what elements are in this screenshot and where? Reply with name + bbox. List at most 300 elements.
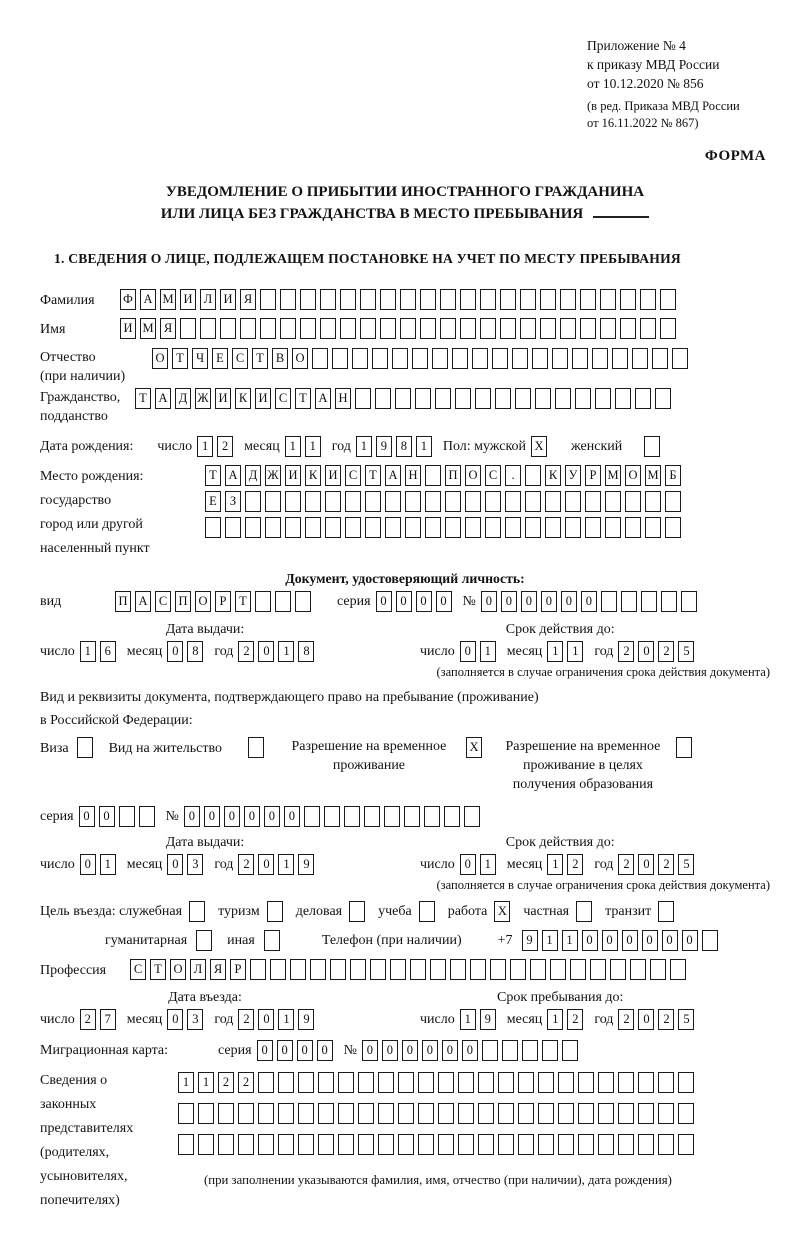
form-cell[interactable] [398,1134,414,1155]
form-cell[interactable]: И [325,465,341,486]
form-cell[interactable] [555,388,571,409]
form-cell[interactable]: Л [190,959,206,980]
form-cell[interactable] [455,388,471,409]
form-cell[interactable]: 0 [167,1009,183,1030]
form-cell[interactable] [405,517,421,538]
form-cell[interactable] [540,318,556,339]
form-cell[interactable] [635,388,651,409]
form-cell[interactable]: Н [405,465,421,486]
form-cell[interactable] [560,289,576,310]
form-cell[interactable] [478,1072,494,1093]
form-cell[interactable] [385,491,401,512]
form-cell[interactable] [324,806,340,827]
form-cell[interactable] [290,959,306,980]
form-cell[interactable] [198,1134,214,1155]
form-cell[interactable] [419,901,435,922]
form-cell[interactable]: 2 [658,641,674,662]
form-cell[interactable]: 0 [442,1040,458,1061]
form-cell[interactable]: 1 [480,854,496,875]
form-cell[interactable]: 0 [362,1040,378,1061]
form-cell[interactable] [265,517,281,538]
form-cell[interactable]: 0 [184,806,200,827]
form-cell[interactable] [238,1134,254,1155]
form-cell[interactable] [452,348,468,369]
form-cell[interactable] [661,591,677,612]
form-cell[interactable] [540,289,556,310]
form-cell[interactable] [585,491,601,512]
form-cell[interactable] [178,1103,194,1124]
form-cell[interactable]: 2 [238,854,254,875]
form-cell[interactable] [432,348,448,369]
form-cell[interactable] [598,1103,614,1124]
form-cell[interactable]: 0 [297,1040,313,1061]
form-cell[interactable] [218,1134,234,1155]
form-cell[interactable] [278,1072,294,1093]
form-cell[interactable] [248,737,264,758]
form-cell[interactable] [638,1103,654,1124]
form-cell[interactable]: 0 [436,591,452,612]
form-cell[interactable]: М [160,289,176,310]
form-cell[interactable] [370,959,386,980]
form-cell[interactable] [552,348,568,369]
form-cell[interactable] [198,1103,214,1124]
form-cell[interactable]: А [155,388,171,409]
form-cell[interactable] [482,1040,498,1061]
form-cell[interactable]: 1 [285,436,301,457]
form-cell[interactable]: В [272,348,288,369]
form-cell[interactable] [650,959,666,980]
form-cell[interactable] [420,289,436,310]
form-cell[interactable]: О [625,465,641,486]
form-cell[interactable] [220,318,236,339]
form-cell[interactable] [364,806,380,827]
form-cell[interactable] [310,959,326,980]
form-cell[interactable] [384,806,400,827]
form-cell[interactable] [350,959,366,980]
form-cell[interactable] [365,517,381,538]
form-cell[interactable]: 0 [501,591,517,612]
form-cell[interactable] [460,289,476,310]
form-cell[interactable]: 1 [567,641,583,662]
form-cell[interactable] [255,591,271,612]
form-cell[interactable] [375,388,391,409]
form-cell[interactable] [435,388,451,409]
form-cell[interactable] [267,901,283,922]
form-cell[interactable] [520,318,536,339]
form-cell[interactable] [580,289,596,310]
form-cell[interactable]: 0 [224,806,240,827]
form-cell[interactable]: 9 [298,1009,314,1030]
form-cell[interactable] [404,806,420,827]
form-cell[interactable] [478,1134,494,1155]
form-cell[interactable]: Н [335,388,351,409]
form-cell[interactable]: 9 [376,436,392,457]
form-cell[interactable] [632,348,648,369]
form-cell[interactable]: 1 [416,436,432,457]
form-cell[interactable] [325,491,341,512]
form-cell[interactable] [400,289,416,310]
form-cell[interactable]: 1 [480,641,496,662]
form-cell[interactable] [438,1103,454,1124]
form-cell[interactable] [340,318,356,339]
form-cell[interactable] [660,318,676,339]
form-cell[interactable] [119,806,135,827]
form-cell[interactable]: 3 [187,854,203,875]
form-cell[interactable] [525,465,541,486]
form-cell[interactable] [358,1134,374,1155]
form-cell[interactable]: А [315,388,331,409]
form-cell[interactable]: X [494,901,510,922]
form-cell[interactable] [180,318,196,339]
form-cell[interactable]: Р [585,465,601,486]
form-cell[interactable] [518,1103,534,1124]
form-cell[interactable] [620,318,636,339]
form-cell[interactable] [502,1040,518,1061]
form-cell[interactable]: 1 [460,1009,476,1030]
form-cell[interactable]: Ж [265,465,281,486]
form-cell[interactable] [440,289,456,310]
form-cell[interactable]: 1 [547,1009,563,1030]
form-cell[interactable] [590,959,606,980]
form-cell[interactable] [258,1103,274,1124]
form-cell[interactable] [576,901,592,922]
form-cell[interactable] [655,388,671,409]
form-cell[interactable] [512,348,528,369]
form-cell[interactable]: 0 [382,1040,398,1061]
form-cell[interactable]: 9 [480,1009,496,1030]
form-cell[interactable]: 0 [561,591,577,612]
form-cell[interactable] [600,318,616,339]
form-cell[interactable]: 1 [278,641,294,662]
form-cell[interactable] [570,959,586,980]
form-cell[interactable]: С [485,465,501,486]
form-cell[interactable] [672,348,688,369]
form-cell[interactable]: 0 [80,854,96,875]
form-cell[interactable]: П [175,591,191,612]
form-cell[interactable] [355,388,371,409]
form-cell[interactable] [550,959,566,980]
form-cell[interactable]: Т [252,348,268,369]
form-cell[interactable]: 0 [167,854,183,875]
form-cell[interactable] [621,591,637,612]
form-cell[interactable]: 2 [567,854,583,875]
form-cell[interactable]: 0 [79,806,95,827]
form-cell[interactable] [460,318,476,339]
form-cell[interactable]: 0 [638,641,654,662]
form-cell[interactable] [349,901,365,922]
form-cell[interactable] [345,491,361,512]
form-cell[interactable]: 0 [99,806,115,827]
form-cell[interactable]: 9 [522,930,538,951]
form-cell[interactable] [258,1072,274,1093]
form-cell[interactable]: И [220,289,236,310]
form-cell[interactable] [478,1103,494,1124]
form-cell[interactable] [400,318,416,339]
form-cell[interactable] [485,491,501,512]
form-cell[interactable] [325,517,341,538]
form-cell[interactable]: 1 [80,641,96,662]
form-cell[interactable] [558,1072,574,1093]
form-cell[interactable]: С [155,591,171,612]
form-cell[interactable] [670,959,686,980]
form-cell[interactable] [538,1103,554,1124]
form-cell[interactable] [638,1072,654,1093]
form-cell[interactable]: 0 [622,930,638,951]
form-cell[interactable] [298,1072,314,1093]
form-cell[interactable] [338,1072,354,1093]
form-cell[interactable] [645,517,661,538]
form-cell[interactable] [560,318,576,339]
form-cell[interactable] [358,1072,374,1093]
form-cell[interactable]: . [505,465,521,486]
form-cell[interactable] [380,289,396,310]
form-cell[interactable]: 2 [238,1009,254,1030]
form-cell[interactable]: Б [665,465,681,486]
form-cell[interactable]: Т [365,465,381,486]
form-cell[interactable] [330,959,346,980]
form-cell[interactable] [305,491,321,512]
form-cell[interactable] [592,348,608,369]
form-cell[interactable] [658,1134,674,1155]
form-cell[interactable]: Ч [192,348,208,369]
form-cell[interactable] [518,1134,534,1155]
form-cell[interactable] [702,930,718,951]
form-cell[interactable] [458,1134,474,1155]
form-cell[interactable]: А [140,289,156,310]
form-cell[interactable] [398,1103,414,1124]
form-cell[interactable] [265,491,281,512]
form-cell[interactable]: 0 [258,854,274,875]
form-cell[interactable]: 2 [567,1009,583,1030]
form-cell[interactable]: 1 [305,436,321,457]
form-cell[interactable] [264,930,280,951]
form-cell[interactable]: 0 [376,591,392,612]
form-cell[interactable] [270,959,286,980]
form-cell[interactable] [578,1134,594,1155]
form-cell[interactable] [285,491,301,512]
form-cell[interactable] [360,318,376,339]
form-cell[interactable]: Д [245,465,261,486]
form-cell[interactable] [640,289,656,310]
form-cell[interactable] [676,737,692,758]
form-cell[interactable] [535,388,551,409]
form-cell[interactable]: А [135,591,151,612]
form-cell[interactable] [365,491,381,512]
form-cell[interactable] [490,959,506,980]
form-cell[interactable] [678,1134,694,1155]
form-cell[interactable] [418,1103,434,1124]
form-cell[interactable] [620,289,636,310]
form-cell[interactable] [438,1072,454,1093]
form-cell[interactable] [318,1072,334,1093]
form-cell[interactable]: 0 [422,1040,438,1061]
form-cell[interactable] [218,1103,234,1124]
form-cell[interactable] [278,1134,294,1155]
form-cell[interactable] [189,901,205,922]
form-cell[interactable]: И [215,388,231,409]
form-cell[interactable] [372,348,388,369]
form-cell[interactable]: К [235,388,251,409]
form-cell[interactable] [424,806,440,827]
form-cell[interactable] [312,348,328,369]
form-cell[interactable] [612,348,628,369]
form-cell[interactable] [196,930,212,951]
form-cell[interactable]: 0 [402,1040,418,1061]
form-cell[interactable]: И [285,465,301,486]
form-cell[interactable] [338,1103,354,1124]
form-cell[interactable] [658,901,674,922]
form-cell[interactable]: С [130,959,146,980]
form-cell[interactable] [678,1072,694,1093]
form-cell[interactable]: 7 [100,1009,116,1030]
form-cell[interactable]: 0 [581,591,597,612]
form-cell[interactable] [425,517,441,538]
form-cell[interactable]: П [445,465,461,486]
form-cell[interactable] [565,517,581,538]
form-cell[interactable] [445,491,461,512]
form-cell[interactable] [630,959,646,980]
form-cell[interactable] [658,1072,674,1093]
form-cell[interactable]: У [565,465,581,486]
form-cell[interactable] [258,1134,274,1155]
form-cell[interactable] [458,1072,474,1093]
form-cell[interactable] [412,348,428,369]
form-cell[interactable] [298,1103,314,1124]
form-cell[interactable] [225,517,241,538]
form-cell[interactable] [575,388,591,409]
form-cell[interactable]: 1 [178,1072,194,1093]
form-cell[interactable] [405,491,421,512]
form-cell[interactable] [378,1072,394,1093]
form-cell[interactable] [625,491,641,512]
form-cell[interactable] [610,959,626,980]
form-cell[interactable]: 0 [264,806,280,827]
form-cell[interactable]: 0 [521,591,537,612]
form-cell[interactable] [525,517,541,538]
form-cell[interactable] [275,591,291,612]
form-cell[interactable] [600,289,616,310]
form-cell[interactable] [240,318,256,339]
form-cell[interactable]: 2 [618,1009,634,1030]
form-cell[interactable] [520,289,536,310]
form-cell[interactable] [495,388,511,409]
form-cell[interactable] [385,517,401,538]
form-cell[interactable] [641,591,657,612]
form-cell[interactable]: О [152,348,168,369]
form-cell[interactable] [615,388,631,409]
form-cell[interactable] [398,1072,414,1093]
form-cell[interactable] [344,806,360,827]
form-cell[interactable]: 6 [100,641,116,662]
form-cell[interactable] [415,388,431,409]
form-cell[interactable] [380,318,396,339]
form-cell[interactable]: Е [212,348,228,369]
form-cell[interactable]: Т [135,388,151,409]
form-cell[interactable] [318,1134,334,1155]
form-cell[interactable]: 1 [356,436,372,457]
form-cell[interactable] [465,517,481,538]
form-cell[interactable] [505,491,521,512]
form-cell[interactable] [538,1072,554,1093]
form-cell[interactable] [305,517,321,538]
form-cell[interactable]: 0 [541,591,557,612]
form-cell[interactable]: Т [295,388,311,409]
form-cell[interactable]: 0 [284,806,300,827]
form-cell[interactable]: 0 [277,1040,293,1061]
form-cell[interactable]: 2 [238,1072,254,1093]
form-cell[interactable]: 0 [416,591,432,612]
form-cell[interactable]: Я [240,289,256,310]
form-cell[interactable]: 2 [217,436,233,457]
form-cell[interactable]: Я [160,318,176,339]
form-cell[interactable] [280,318,296,339]
form-cell[interactable] [480,318,496,339]
form-cell[interactable] [585,517,601,538]
form-cell[interactable] [601,591,617,612]
form-cell[interactable] [300,289,316,310]
form-cell[interactable]: О [292,348,308,369]
form-cell[interactable] [580,318,596,339]
form-cell[interactable]: 0 [258,1009,274,1030]
form-cell[interactable] [332,348,348,369]
form-cell[interactable]: 0 [460,641,476,662]
form-cell[interactable]: 5 [678,1009,694,1030]
form-cell[interactable] [205,517,221,538]
form-cell[interactable]: Л [200,289,216,310]
form-cell[interactable]: 0 [462,1040,478,1061]
form-cell[interactable]: Р [215,591,231,612]
form-cell[interactable]: 0 [258,641,274,662]
form-cell[interactable] [545,517,561,538]
form-cell[interactable]: 2 [218,1072,234,1093]
form-cell[interactable] [598,1072,614,1093]
form-cell[interactable]: 2 [618,854,634,875]
form-cell[interactable] [200,318,216,339]
form-cell[interactable] [440,318,456,339]
form-cell[interactable]: Е [205,491,221,512]
form-cell[interactable] [515,388,531,409]
form-cell[interactable]: 1 [100,854,116,875]
form-cell[interactable] [280,289,296,310]
form-cell[interactable]: П [115,591,131,612]
form-cell[interactable] [505,517,521,538]
form-cell[interactable] [470,959,486,980]
form-cell[interactable]: О [170,959,186,980]
form-cell[interactable] [444,806,460,827]
form-cell[interactable] [485,517,501,538]
form-cell[interactable] [638,1134,654,1155]
form-cell[interactable] [438,1134,454,1155]
form-cell[interactable] [498,1072,514,1093]
form-cell[interactable] [645,491,661,512]
form-cell[interactable] [345,517,361,538]
form-cell[interactable] [475,388,491,409]
form-cell[interactable] [681,591,697,612]
form-cell[interactable] [445,517,461,538]
form-cell[interactable]: И [120,318,136,339]
form-cell[interactable] [605,517,621,538]
form-cell[interactable] [595,388,611,409]
form-cell[interactable] [598,1134,614,1155]
form-cell[interactable] [678,1103,694,1124]
form-cell[interactable]: 1 [547,854,563,875]
form-cell[interactable]: 8 [187,641,203,662]
form-cell[interactable] [532,348,548,369]
form-cell[interactable]: 0 [257,1040,273,1061]
form-cell[interactable] [562,1040,578,1061]
form-cell[interactable] [472,348,488,369]
form-cell[interactable]: 9 [298,854,314,875]
